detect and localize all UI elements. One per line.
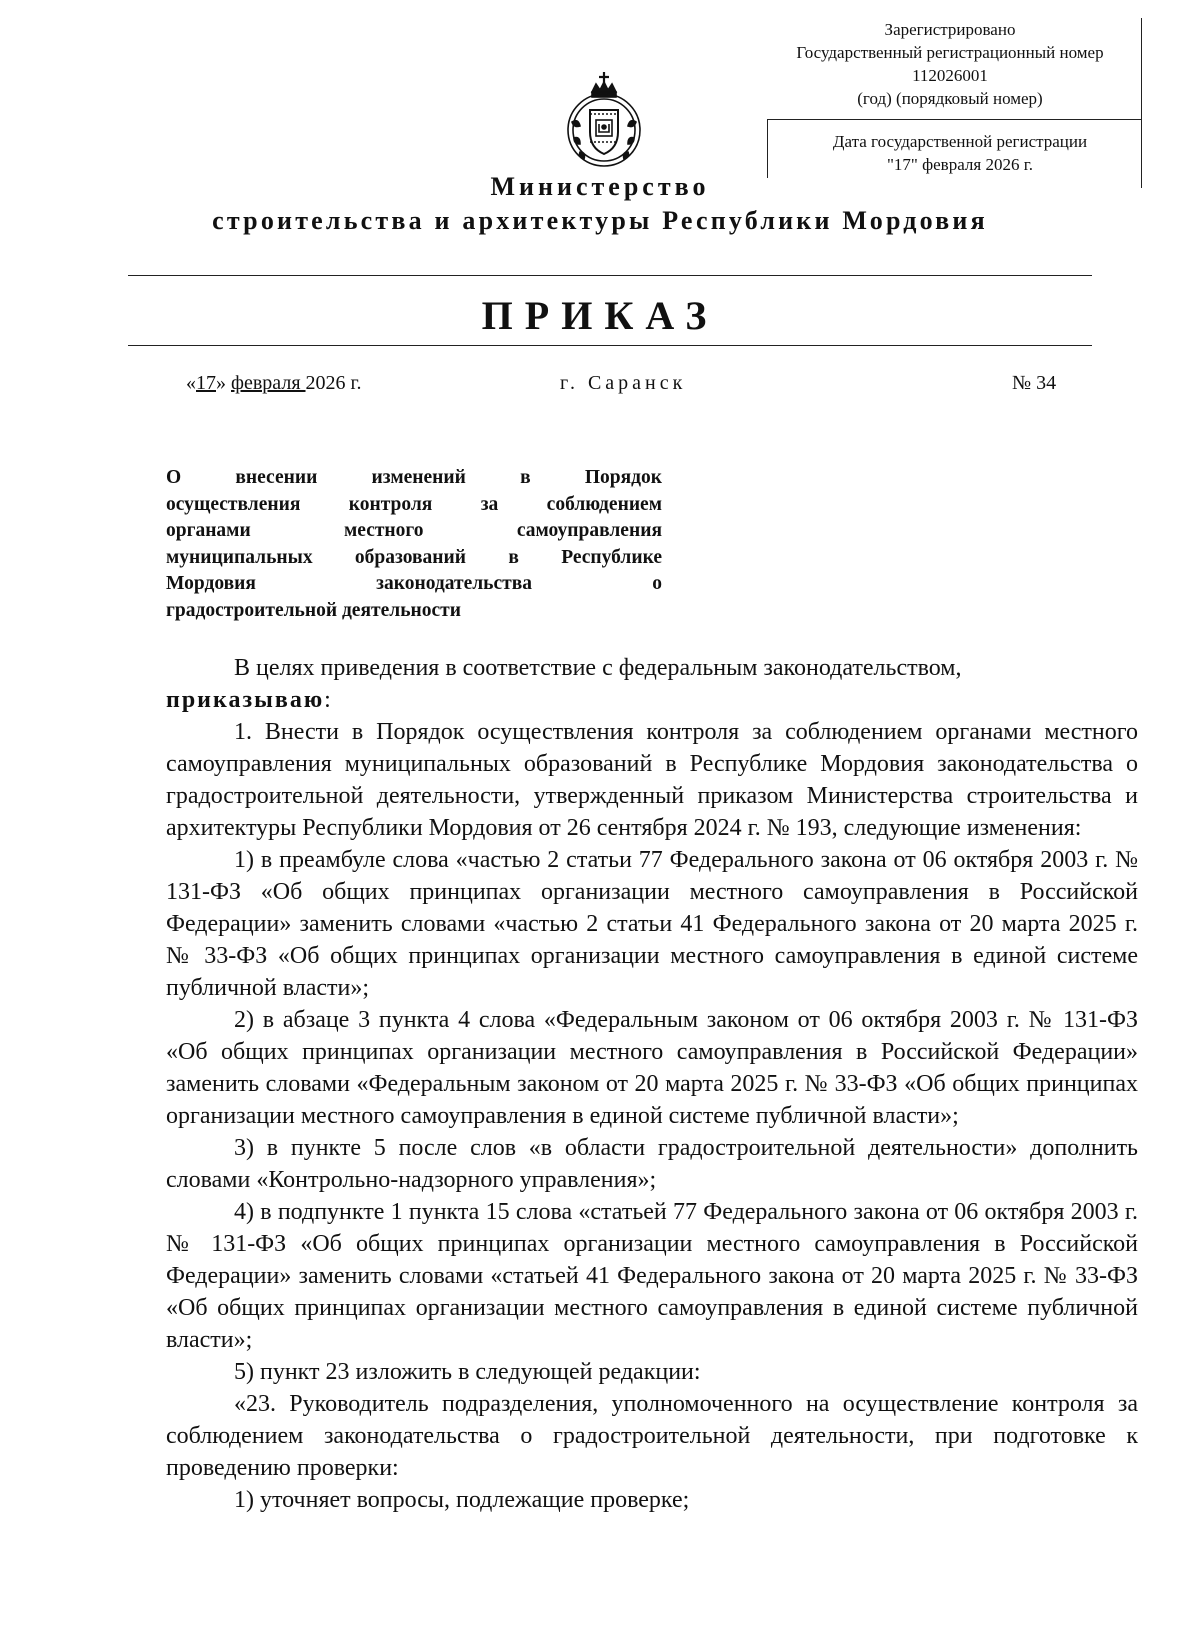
date-quote-open: «	[186, 372, 196, 394]
coat-of-arms-icon	[562, 70, 646, 174]
registration-stamp	[760, 18, 1140, 110]
ministry-name-line2: строительства и архитектуры Республики Мордовия	[212, 206, 988, 235]
document-title: ПРИКАЗ	[481, 293, 719, 338]
order-keyword: приказываю	[166, 687, 325, 713]
registration-border-divider	[767, 119, 1141, 120]
order-city: г. Саранск	[560, 372, 687, 394]
registration-number: 112026001	[912, 66, 988, 85]
registration-number-label: Государственный регистрационный номер	[796, 43, 1104, 62]
subject-line: градостроительной деятельности	[166, 599, 461, 621]
date-month: февраля	[231, 372, 306, 394]
date-year: 2026 г.	[305, 372, 362, 394]
paragraph-amendment-2: 2) в абзаце 3 пункта 4 слова «Федеральным законом от 06 октября 2003 г. № 131-ФЗ «Об общих принципах организации местного самоуправления в Российской Федерации» заменить словами «Федеральным законом от 20 марта 2025 г. № 33-ФЗ «Об общих принципах организации местного самоуправления в единой системе публичной власти»;	[166, 1007, 1138, 1129]
paragraph-new-item-23: «23. Руководитель подразделения, уполномоченного на осуществление контроля за соблюдением законодательства о градостроительной деятельности, при подготовке к проведению проверки:	[166, 1391, 1138, 1481]
registration-label: Зарегистрировано	[884, 20, 1016, 39]
order-number: № 34	[1012, 372, 1057, 394]
paragraph-amendment-4: 4) в подпункте 1 пункта 15 слова «статьей 77 Федерального закона от 06 октября 2003 г. № 131-ФЗ «Об общих принципах организации местного самоуправления в Российской Федерации» заменить словами «статьей 41 Федерального закона от 20 марта 2025 г. № 33-ФЗ «Об общих принципах организации местного самоуправления в единой системе публичной власти»;	[166, 1199, 1138, 1353]
order-date	[186, 372, 361, 395]
registration-border-right	[1141, 18, 1142, 188]
registration-border-left	[767, 120, 768, 178]
order-body	[166, 652, 1138, 1516]
registration-number-hint: (год) (порядковый номер)	[857, 89, 1043, 108]
ministry-name-line1: Министерство	[490, 172, 710, 201]
preamble-paragraph	[166, 652, 1138, 716]
order-subject	[166, 465, 662, 624]
subject-line: осуществления контроля за соблюдением	[166, 493, 662, 515]
paragraph-amendment-3: 3) в пункте 5 после слов «в области градостроительной деятельности» дополнить словами «Контрольно-надзорного управления»;	[166, 1135, 1138, 1193]
subject-line: Мордовия законодательства о	[166, 573, 662, 594]
paragraph-1: 1. Внести в Порядок осуществления контроля за соблюдением органами местного самоуправления муниципальных образований в Республике Мордовия законодательства о градостроительной деятельности, утвержденный приказом Министерства строительства и архитектуры Республики Мордовия от 26 сентября 2024 г. № 193, следующие изменения:	[166, 719, 1138, 841]
paragraph-amendment-1: 1) в преамбуле слова «частью 2 статьи 77 Федерального закона от 06 октября 2003 г. № 131-ФЗ «Об общих принципах организации местного самоуправления в Российской Федерации» заменить словами «частью 2 статьи 41 Федерального закона от 20 марта 2025 г. № 33-ФЗ «Об общих принципах организации местного самоуправления в единой системе публичной власти»;	[166, 847, 1138, 1001]
order-keyword-colon: :	[324, 687, 331, 713]
registration-date-block	[790, 130, 1130, 176]
subject-line: муниципальных образований в Республике	[166, 546, 662, 568]
date-quote-close: »	[216, 372, 231, 394]
preamble-text: В целях приведения в соответствие с федеральным законодательством,	[234, 655, 962, 681]
date-day: 17	[196, 372, 216, 394]
header-rule-bottom	[128, 345, 1092, 346]
subject-line: О внесении изменений в Порядок	[166, 467, 662, 488]
paragraph-amendment-5: 5) пункт 23 изложить в следующей редакции:	[234, 1359, 701, 1385]
paragraph-new-subitem-1: 1) уточняет вопросы, подлежащие проверке;	[234, 1487, 690, 1513]
registration-date-label: Дата государственной регистрации	[832, 132, 1088, 151]
header-rule-top	[128, 275, 1092, 276]
subject-line: органами местного самоуправления	[166, 520, 662, 541]
registration-date: "17" февраля 2026 г.	[886, 155, 1034, 174]
